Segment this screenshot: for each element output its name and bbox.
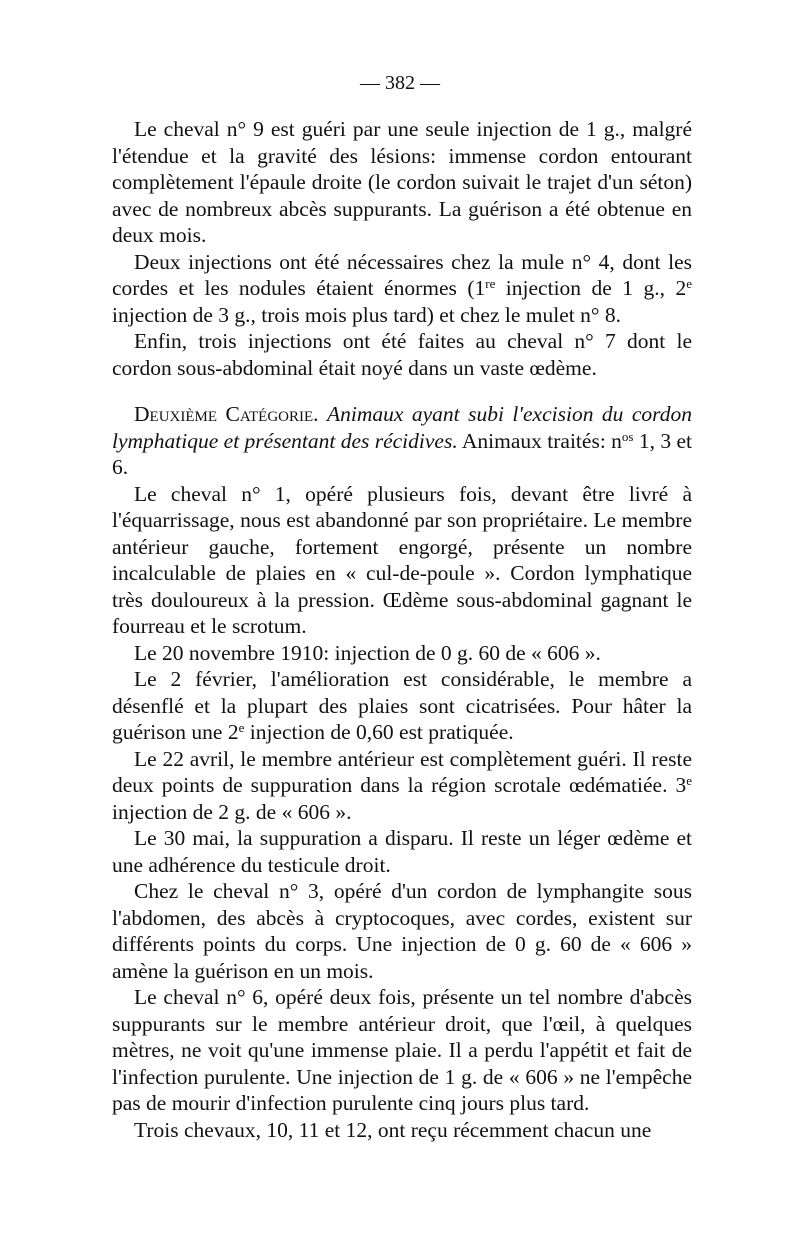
superscript-os: os bbox=[621, 428, 634, 444]
paragraph-mule-4-part-c: injection de 3 g., trois mois plus tard) et chez le mulet n° 8. bbox=[112, 302, 621, 327]
paragraph-cheval-9: Le cheval n° 9 est guéri par une seule injection de 1 g., malgré l'étendue et la gravité des lésions: immense cordon entourant complètement l'épaule droite (le cordon suivait le trajet d'un séton) avec de nombreux abcès suppurants. La guérison a été obtenue en deux mois. bbox=[112, 117, 692, 247]
paragraph-20-novembre: Le 20 novembre 1910: injection de 0 g. 60 de « 606 ». bbox=[134, 640, 601, 665]
paragraph-30-mai: Le 30 mai, la suppuration a disparu. Il reste un léger œdème et une adhérence du testicule droit. bbox=[112, 826, 692, 877]
page-number: — 382 — bbox=[360, 72, 440, 94]
paragraph-cheval-1: Le cheval n° 1, opéré plusieurs fois, devant être livré à l'équarrissage, nous est abandonné par son propriétaire. Le membre antérieur gauche, fortement engorgé, présente un nombre incalculable de plaies en « cul-de-poule ». Cordon lymphatique très douloureux à la pression. Œdème sous-abdominal gagnant le fourreau et le scrotum. bbox=[112, 481, 692, 638]
paragraph-22-avril-part-a: Le 22 avril, le membre antérieur est complètement guéri. Il reste deux points de suppuration dans la région scrotale œdématiée. 3 bbox=[112, 746, 692, 797]
superscript-re: re bbox=[485, 276, 496, 291]
section-deuxieme-categorie bbox=[112, 401, 692, 481]
superscript-e: e bbox=[686, 773, 692, 788]
section-treated-animals: Animaux traités: n bbox=[457, 428, 622, 453]
paragraph-2-fevrier-part-a: Le 2 février, l'amélioration est considérable, le membre a désenflé et la plupart des plaies sont cicatrisées. Pour hâter la guérison une 2 bbox=[112, 667, 692, 744]
superscript-e: e bbox=[686, 276, 692, 291]
paragraph-mule-4-part-a: Deux injections ont été nécessaires chez la mule n° 4, dont les cordes et les nodules étaient énormes (1 bbox=[112, 249, 692, 300]
body-text bbox=[112, 116, 692, 1143]
superscript-e: e bbox=[238, 720, 245, 735]
section-italic-title: Animaux ayant subi l'excision du cordon lymphatique et présentant des récidives. bbox=[112, 402, 692, 453]
paragraph-trois-chevaux: Trois chevaux, 10, 11 et 12, ont reçu récemment chacun une bbox=[134, 1117, 652, 1142]
paragraph-cheval-6: Le cheval n° 6, opéré deux fois, présente un tel nombre d'abcès suppurants sur le membre antérieur droit, que l'œil, à quelques mètres, ne voit qu'une immense plaie. Il a perdu l'appétit et fait de l'infection purulente. Une injection de 1 g. de « 606 » ne l'empêche pas de mourir d'infection purulente cinq jours plus tard. bbox=[112, 985, 692, 1115]
section-treated-numbers: 1, 3 et 6. bbox=[112, 428, 693, 479]
paragraph-2-fevrier-part-b: injection de 0,60 est pratiquée. bbox=[244, 720, 514, 744]
paragraph-mule-4-part-b: injection de 1 g., 2 bbox=[495, 276, 687, 300]
paragraph-mule-4 bbox=[112, 249, 692, 329]
paragraph-cheval-3: Chez le cheval n° 3, opéré d'un cordon de lymphangite sous l'abdomen, des abcès à cryptocoques, avec cordes, existent sur différents points du corps. Une injection de 0 g. 60 de « 606 » amène la guérison en un mois. bbox=[112, 879, 692, 983]
paragraph-2-fevrier bbox=[112, 666, 692, 746]
paragraph-22-avril bbox=[112, 746, 692, 826]
section-heading: Deuxième Catégorie. bbox=[134, 402, 319, 426]
paragraph-22-avril-part-b: injection de 2 g. de « 606 ». bbox=[112, 799, 352, 824]
paragraph-cheval-7: Enfin, trois injections ont été faites au cheval n° 7 dont le cordon sous-abdominal était noyé dans un vaste œdème. bbox=[112, 329, 692, 380]
